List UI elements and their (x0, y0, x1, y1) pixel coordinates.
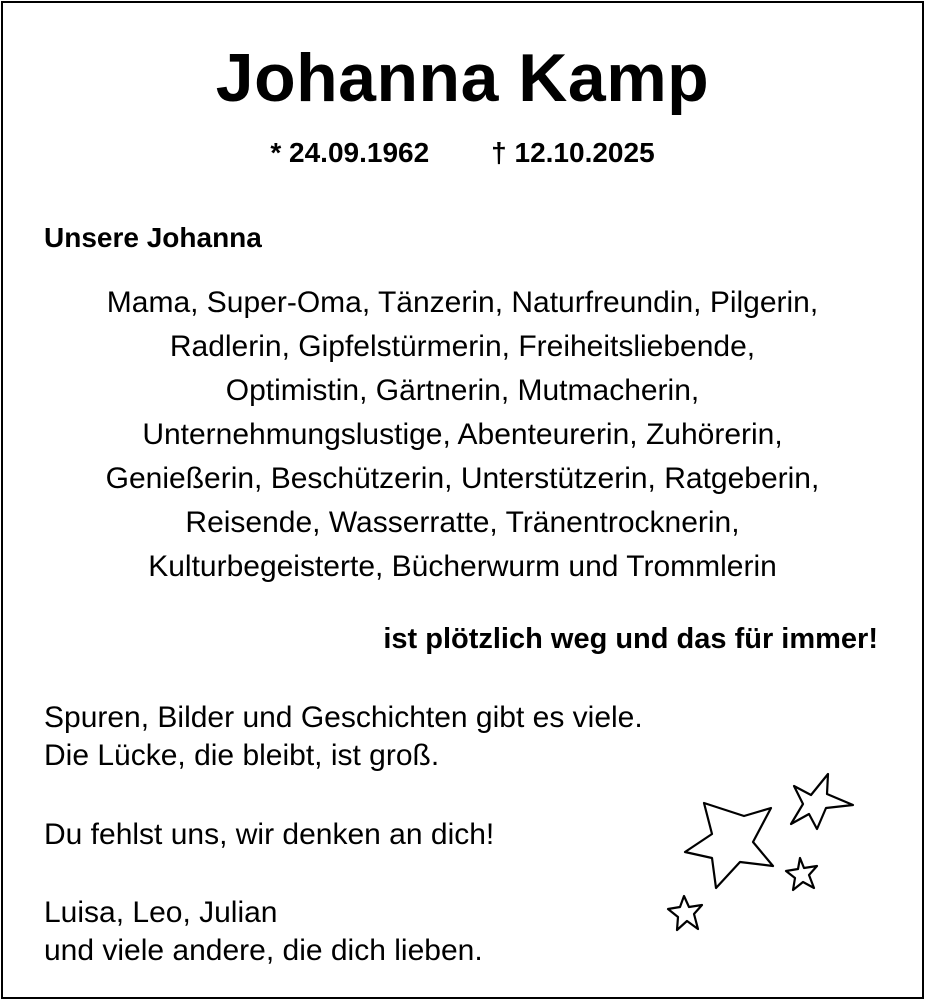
attributes-line: Unternehmungslustige, Abenteurerin, Zuhörerin, (142, 418, 783, 451)
memory-line: Spuren, Bilder und Geschichten gibt es viele. (44, 701, 643, 734)
attributes-line: Optimistin, Gärtnerin, Mutmacherin, (225, 374, 700, 407)
heading: Unsere Johanna (44, 222, 262, 253)
birth-date: * 24.09.1962 (270, 137, 430, 168)
life-dates (0, 135, 925, 171)
deceased-name: Johanna Kamp (215, 40, 710, 116)
star-large-icon (685, 803, 773, 888)
attributes-line: Reisende, Wasserratte, Tränentrocknerin, (185, 506, 740, 539)
stars-icon (660, 768, 860, 938)
signature (44, 894, 483, 970)
miss-you-line: Du fehlst uns, wir denken an dich! (44, 818, 495, 851)
death-date: † 12.10.2025 (491, 137, 655, 168)
memory-line: Die Lücke, die bleibt, ist groß. (44, 739, 440, 772)
tagline: ist plötzlich weg und das für immer! (383, 623, 878, 655)
attributes-line: Kulturbegeisterte, Bücherwurm und Trommlerin (148, 550, 777, 583)
attributes-line: Radlerin, Gipfelstürmerin, Freiheitsliebende, (169, 330, 756, 363)
star-top-right-icon (791, 774, 853, 829)
star-small-middle-icon (786, 858, 817, 890)
signature-line: Luisa, Leo, Julian (44, 896, 278, 929)
miss-you-paragraph (44, 816, 494, 854)
star-small-left-icon (668, 896, 702, 930)
attributes-line: Mama, Super-Oma, Tänzerin, Naturfreundin, Pilgerin, (106, 286, 819, 319)
attributes-line: Genießerin, Beschützerin, Unterstützerin, Ratgeberin, (105, 462, 820, 495)
memory-paragraph (44, 699, 643, 775)
signature-line: und viele andere, die dich lieben. (44, 934, 483, 967)
attributes-list (0, 281, 925, 589)
